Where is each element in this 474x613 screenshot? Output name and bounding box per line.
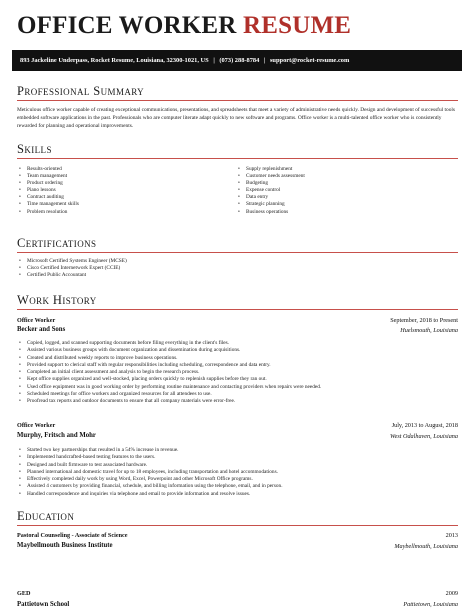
certification-item: • Certified Public Accountant [17,272,127,279]
contact-separator: | [213,57,215,64]
job-location: West Odalhaven, Louisiana [389,433,458,440]
section-title-summary: Professional Summary [17,84,145,98]
job-bullet: • Implemented handcrafted-based testing features to the users. [17,454,458,461]
section-divider [17,158,458,159]
skill-item: • Data entry [236,194,305,201]
job-bullet: • Completed an initial client assessment and analysis to begin the research process. [17,369,458,376]
job-bullets [17,447,458,498]
job-bullet: • Started two key partnerships that resulted in a 54% increase in revenue. [17,447,458,454]
skill-item: • Results-oriented [17,166,79,173]
job-company: Murphy, Fritsch and Mohr [17,432,96,439]
job-bullet: • Scheduled meetings for office workers and organized resources for all attendees to use. [17,391,458,398]
education-year: 2009 [445,590,458,597]
skill-item: • Business operations [236,209,305,216]
job-bullet: • Created and distributed weekly reports to improve business operations. [17,355,458,362]
job-title: Office Worker [17,317,56,324]
contact-separator: | [263,57,266,64]
education-degree: GED [17,590,31,597]
skills-list-right [236,166,305,216]
education-school: Maybellmouth Business Institute [17,542,113,549]
contact-address: 893 Jackeline Underpass, Rocket Resume, Louisiana, 32300-1021, US [20,57,209,64]
certifications-list [17,258,127,279]
skill-item: • Strategic planning [236,201,305,208]
job-dates: September, 2018 to Present [390,317,458,324]
job-bullet: • Provided support to clerical staff with regular responsibilities including scheduling, correspondence and data entry. [17,362,458,369]
job-bullet: • Proofread tax reports and outdoor documents to ensure that all company materials were error-free. [17,398,458,405]
skill-item: • Product ordering [17,180,79,187]
section-title-certifications: Certifications [17,236,97,250]
section-title-work-history: Work History [17,293,97,307]
skills-list-left [17,166,79,216]
skill-item: • Time management skills [17,201,79,208]
skill-item: • Customer needs assessment [236,173,305,180]
education-school: Pattietown School [17,601,70,608]
skill-item: • Team management [17,173,79,180]
education-location: Maybellmouth, Louisiana [394,543,458,550]
section-divider [17,309,458,310]
skill-item: • Problem resolution [17,209,79,216]
summary-text: Meticulous office worker capable of creating exceptional communications, presentations, and spreadsheets that meet a variety of administrative needs quickly. Design and development of successful tools embedded software applications in the past. Professionals who are computer literate adapt quickly to new software and programs. Office worker is a multi-talented office worker who is consistently rewarded for planning and operational improvements. [17,107,455,129]
job-bullet: • Assisted 4 customers by providing financial, schedule, and billing information using the telephone, email, and in person. [17,483,458,490]
certification-item: • Microsoft Certified Systems Engineer (MCSE) [17,258,127,265]
job-bullet: • Used office equipment was in good working order by performing routine maintenance and contacting providers when repairs were needed. [17,384,458,391]
job-bullet: • Assisted various business groups with document organization and dissemination during acquisitions. [17,347,458,354]
section-title-skills: Skills [17,142,52,156]
job-bullet: • Handled correspondence and inquiries via telephone and email to provide information and resolve issues. [17,491,458,498]
job-location: Huelsmouth, Louisiana [400,327,458,334]
name-first: OFFICE WORKER [17,12,237,39]
job-bullet: • Effectively completed daily work by using Word, Excel, Powerpoint and other Microsoft Office programs. [17,476,458,483]
skill-item: • Piano lessons [17,187,79,194]
job-bullet: • Kept office supplies organized and well-stocked, placing orders quickly to replenish supplies before they ran out. [17,376,458,383]
education-year: 2013 [445,532,458,539]
skill-item: • Contract auditing [17,194,79,201]
section-title-education: Education [17,509,75,523]
certification-item: • Cisco Certified Internetwork Expert (CCIE) [17,265,127,272]
contact-phone[interactable]: (073) 288-8784 [219,57,260,64]
skill-item: • Supply replenishment [236,166,305,173]
job-title: Office Worker [17,422,56,429]
skill-item: • Expense control [236,187,305,194]
section-divider [17,100,458,101]
resume-name-heading [17,11,351,41]
name-last: RESUME [242,12,352,39]
section-divider [17,525,458,526]
job-bullet: • Planned international and domestic travel for up to 18 employees, including transportation and hotel accommodations. [17,469,458,476]
job-bullet: • Designed and built firmware to test associated hardware. [17,462,458,469]
job-company: Becker and Sons [17,326,66,333]
job-bullets [17,340,458,406]
education-degree: Pastoral Counseling - Associate of Science [17,532,128,539]
contact-email[interactable]: support@rocket-resume.com [269,57,350,64]
section-divider [17,252,458,253]
job-bullet: • Copied, logged, and scanned supporting documents before filing everything in the client's files. [17,340,458,347]
contact-bar [12,50,462,71]
job-dates: July, 2013 to August, 2018 [391,422,458,429]
skill-item: • Budgeting [236,180,305,187]
education-location: Pattietown, Louisiana [403,601,458,608]
